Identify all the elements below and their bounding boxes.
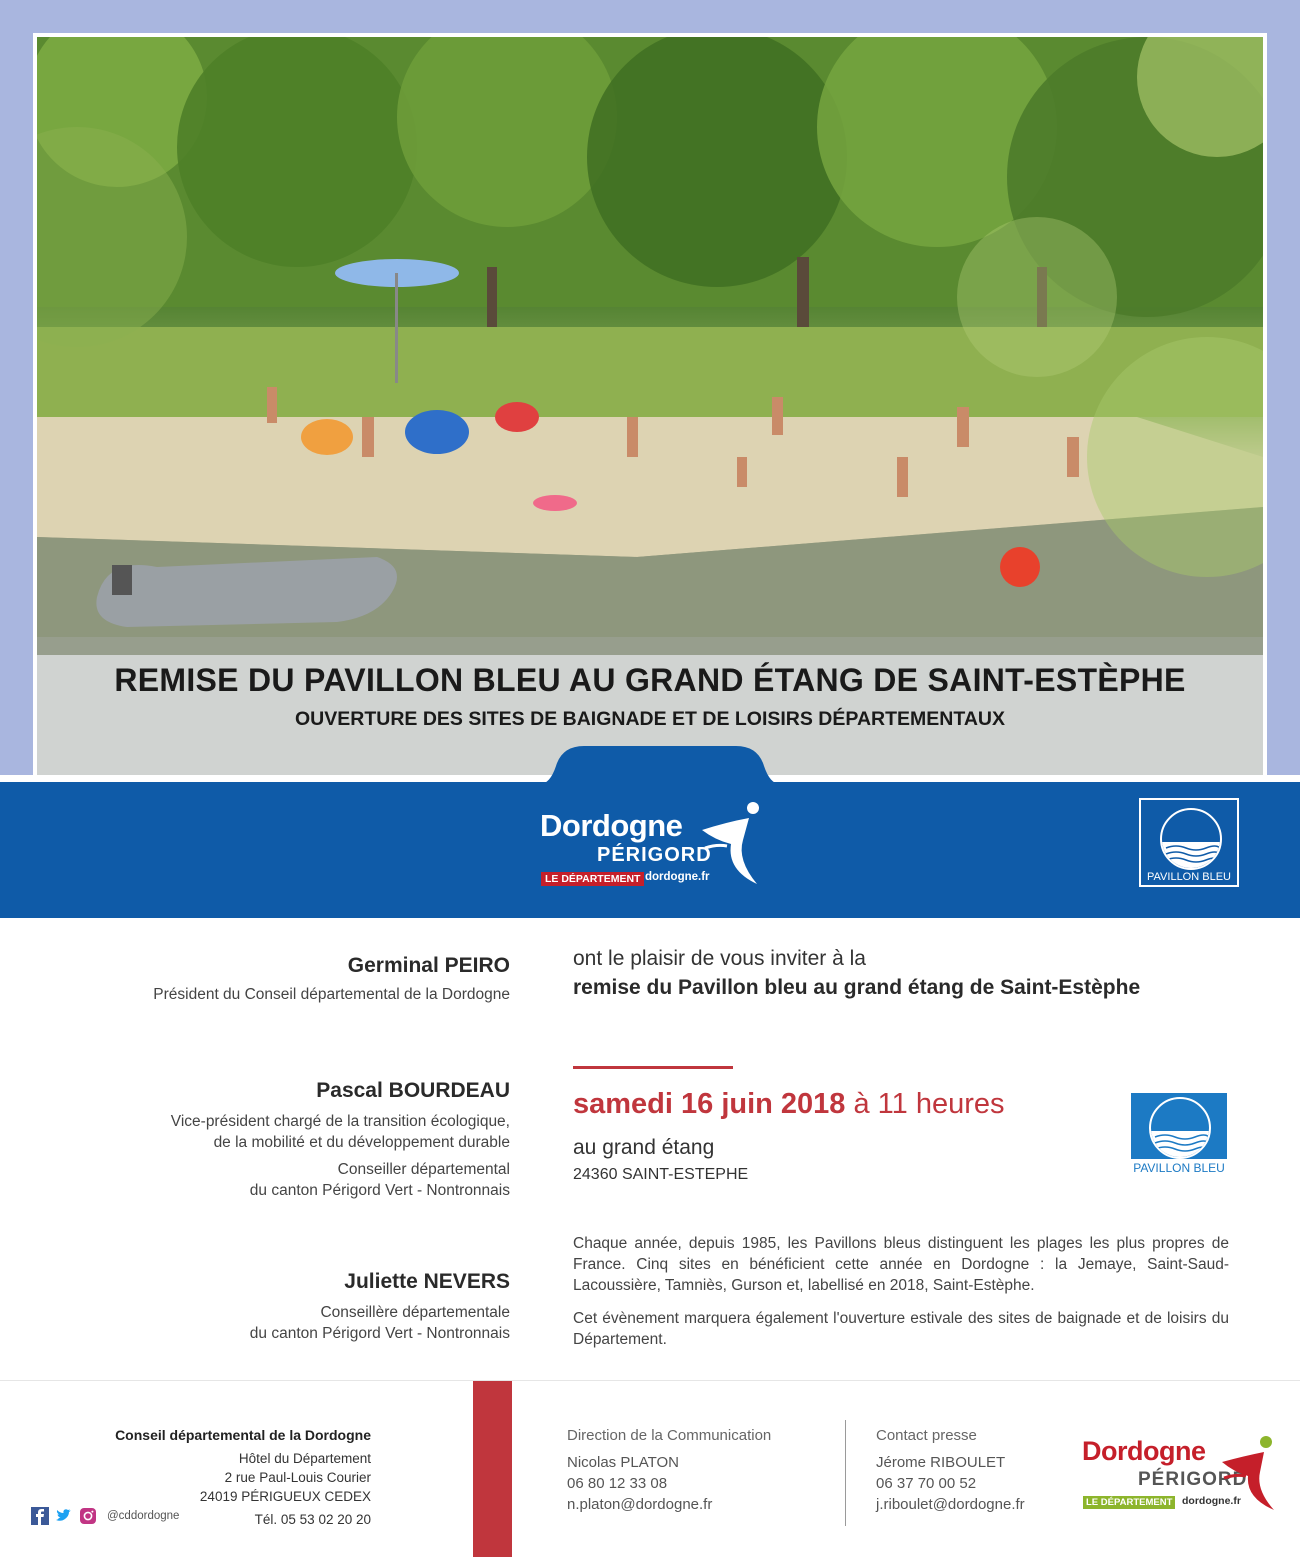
logo-site-text: dordogne.fr [1182, 1495, 1241, 1507]
logo-site-text: dordogne.fr [645, 871, 710, 883]
pavillon-wave-icon [1160, 808, 1222, 870]
logo-figure-icon [697, 800, 767, 888]
logo-departement-tag: LE DÉPARTEMENT [541, 872, 644, 886]
dordogne-perigord-logo-footer [1080, 1432, 1280, 1522]
page-subtitle: OUVERTURE DES SITES DE BAIGNADE ET DE LOISIRS DÉPARTEMENTAUX [294, 708, 1006, 730]
communication-email[interactable]: n.platon@dordogne.fr [567, 1496, 713, 1513]
logo-departement-tag: LE DÉPARTEMENT [1083, 1496, 1175, 1509]
communication-phone: 06 80 12 33 08 [567, 1475, 668, 1492]
social-handle[interactable]: @cddordogne [107, 1510, 180, 1522]
description-paragraph: Chaque année, depuis 1985, les Pavillons bleus distinguent les plages les plus propres de France. Cinq sites en bénéficient cette année en Dordogne : la Jemaye, Saint-Saud-Lacoussière, Tamniès, Gurson et, labellisé en 2018, Saint-Estèphe. [573, 1235, 1229, 1294]
press-phone: 06 37 70 00 52 [876, 1475, 977, 1492]
communication-contact-name: Nicolas PLATON [567, 1454, 679, 1471]
footer-divider [0, 1380, 1300, 1381]
pavillon-bleu-logo [1139, 798, 1239, 887]
logo-dordogne-text: Dordogne [1082, 1436, 1206, 1466]
instagram-icon[interactable] [79, 1507, 97, 1525]
description-paragraph: Cet évènement marquera également l'ouverture estivale des sites de baignade et de loisirs du Département. [573, 1310, 1229, 1348]
dordogne-perigord-logo [537, 800, 767, 890]
host-role: Conseiller départemental [337, 1161, 510, 1178]
pavillon-bleu-label: PAVILLON BLEU [1133, 1161, 1225, 1175]
band-tab-shape [540, 744, 780, 784]
facebook-icon[interactable] [31, 1507, 49, 1525]
host-name: Germinal PEIRO [347, 954, 510, 977]
twitter-icon[interactable] [55, 1507, 73, 1525]
footer-address-line: 2 rue Paul-Louis Courier [224, 1470, 371, 1485]
logo-perigord-text: PÉRIGORD [597, 844, 712, 866]
host-role: Vice-président chargé de la transition écologique, [170, 1113, 510, 1130]
event-address: 24360 SAINT-ESTEPHE [573, 1166, 749, 1183]
social-links [31, 1506, 179, 1526]
event-time: à 11 heures [853, 1088, 1005, 1120]
pavillon-bleu-square [1131, 1093, 1227, 1159]
logo-dordogne-text: Dordogne [540, 808, 683, 843]
event-date [573, 1088, 1005, 1121]
footer-phone: Tél. 05 53 02 20 20 [254, 1512, 371, 1527]
footer-accent-bar [473, 1381, 512, 1557]
page-title: REMISE DU PAVILLON BLEU AU GRAND ÉTANG DE SAINT-ESTÈPHE [114, 662, 1186, 698]
event-place: au grand étang [573, 1136, 715, 1159]
host-role: Président du Conseil départemental de la Dordogne [153, 986, 510, 1003]
footer-address-line: Hôtel du Département [238, 1451, 371, 1466]
event-date-day: samedi 16 juin 2018 [573, 1088, 846, 1120]
pavillon-wave-icon [1149, 1097, 1211, 1159]
pavillon-bleu-label: PAVILLON BLEU [1147, 871, 1231, 883]
host-role: de la mobilité et du développement durable [213, 1134, 510, 1151]
host-role: du canton Périgord Vert - Nontronnais [249, 1182, 510, 1199]
host-role: du canton Périgord Vert - Nontronnais [249, 1325, 510, 1342]
host-name: Juliette NEVERS [344, 1270, 510, 1293]
logo-perigord-text: PÉRIGORD [1138, 1469, 1248, 1490]
invitation-intro: ont le plaisir de vous inviter à la [573, 947, 866, 970]
host-role: Conseillère départementale [320, 1304, 510, 1321]
logo-figure-icon [1220, 1432, 1280, 1512]
press-heading: Contact presse [876, 1427, 977, 1444]
press-contact-name: Jérome RIBOULET [876, 1454, 1006, 1471]
host-name: Pascal BOURDEAU [316, 1079, 510, 1102]
divider [573, 1066, 733, 1069]
press-email[interactable]: j.riboulet@dordogne.fr [876, 1496, 1025, 1513]
footer-organisation: Conseil départemental de la Dordogne [115, 1427, 371, 1443]
communication-heading: Direction de la Communication [567, 1427, 772, 1444]
pavillon-bleu-badge [1131, 1093, 1227, 1179]
invitation-event: remise du Pavillon bleu au grand étang de Saint-Estèphe [573, 976, 1141, 999]
footer-address-line: 24019 PÉRIGUEUX CEDEX [199, 1489, 371, 1504]
footer-column-divider [845, 1420, 846, 1526]
